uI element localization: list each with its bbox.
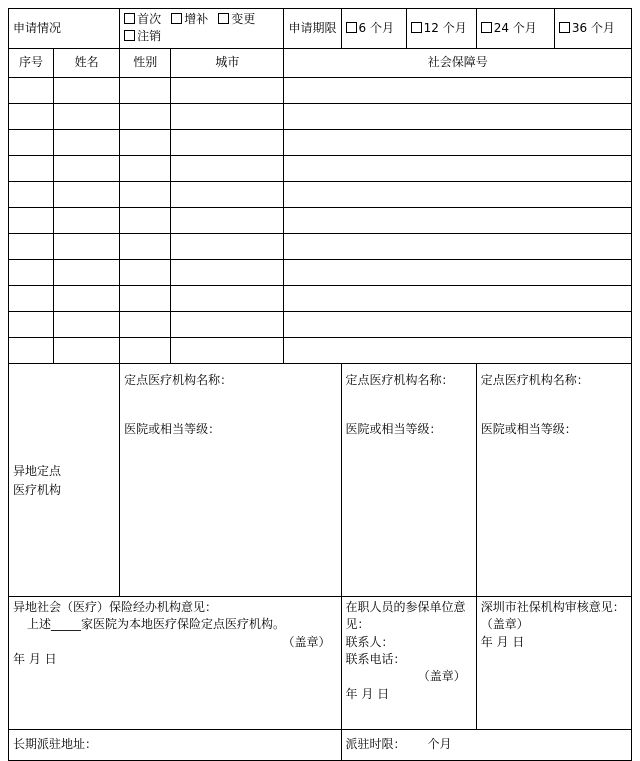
option-label: 首次 [137,12,162,26]
period-option-12[interactable] [406,9,476,49]
apply-status-options [120,9,284,49]
designated-clinics-row [9,363,632,596]
clinic-level-label: 医院或相当等级： [345,422,442,437]
table-column-headers [9,48,632,77]
cell-gender[interactable] [120,337,171,363]
cell-city[interactable] [171,129,284,155]
checkbox-icon[interactable] [559,22,570,33]
cell-name[interactable] [54,285,120,311]
checkbox-icon[interactable] [124,30,135,41]
table-row[interactable] [9,77,632,103]
cell-name[interactable] [54,207,120,233]
cell-index[interactable] [9,207,54,233]
header-row [9,9,632,49]
checkbox-option-cancel[interactable] [124,28,161,45]
cell-ssn[interactable] [284,181,632,207]
designated-clinics-label [9,363,120,596]
cell-city[interactable] [171,259,284,285]
cell-name[interactable] [54,129,120,155]
opinion-title: 在职人员的参保单位意见： [345,599,466,632]
option-label: 注销 [137,29,162,44]
cell-city[interactable] [171,311,284,337]
checkbox-icon[interactable] [411,22,422,33]
cell-index[interactable] [9,259,54,285]
date-field[interactable]: 年 月 日 [480,634,525,649]
table-row[interactable] [9,103,632,129]
cell-ssn[interactable] [284,311,632,337]
cell-gender[interactable] [120,259,171,285]
opinion-cell-remote-insurance[interactable] [9,596,342,729]
clinic-name-label: 定点医疗机构名称： [124,372,233,387]
cell-ssn[interactable] [284,259,632,285]
checkbox-icon[interactable] [218,13,229,24]
table-row[interactable] [9,337,632,363]
opinion-title: 深圳市社保机构审核意见： [480,599,625,614]
form-page [0,8,640,752]
column-header-social-security-number: 社会保障号 [284,48,632,77]
clinic-cell-3[interactable] [476,363,631,596]
cell-city[interactable] [171,233,284,259]
cell-city[interactable] [171,155,284,181]
seal-label: （盖章） [417,669,466,684]
cell-city[interactable] [171,77,284,103]
cell-gender[interactable] [120,207,171,233]
period-option-24[interactable] [476,9,554,49]
footer-row [9,729,632,760]
cell-ssn[interactable] [284,103,632,129]
table-row[interactable] [9,155,632,181]
cell-index[interactable] [9,103,54,129]
table-row[interactable] [9,181,632,207]
checkbox-option-supplement[interactable] [171,11,208,28]
cell-ssn[interactable] [284,337,632,363]
cell-index[interactable] [9,337,54,363]
cell-ssn[interactable] [284,155,632,181]
checkbox-icon[interactable] [346,22,357,33]
table-row[interactable] [9,207,632,233]
cell-city[interactable] [171,103,284,129]
cell-city[interactable] [171,337,284,363]
column-header-city: 城市 [171,48,284,77]
label-line-1: 异地定点 [13,463,62,478]
cell-city[interactable] [171,285,284,311]
option-label: 增补 [184,12,209,26]
cell-name[interactable] [54,259,120,285]
cell-name[interactable] [54,155,120,181]
dispatch-duration-label: 派驻时限： [345,737,406,752]
seal-label: （盖章） [282,634,331,649]
table-row[interactable] [9,311,632,337]
cell-city[interactable] [171,207,284,233]
cell-index[interactable] [9,155,54,181]
clinic-level-label: 医院或相当等级： [124,422,221,437]
cell-ssn[interactable] [284,77,632,103]
table-row[interactable] [9,129,632,155]
label-line-2: 医疗机构 [13,482,62,497]
column-header-gender: 性别 [120,48,171,77]
cell-gender[interactable] [120,77,171,103]
option-label: 变更 [231,12,256,26]
table-row[interactable] [9,259,632,285]
cell-name[interactable] [54,233,120,259]
cell-index[interactable] [9,233,54,259]
cell-name[interactable] [54,103,120,129]
cell-index[interactable] [9,77,54,103]
opinion-cell-shenzhen-review[interactable] [476,596,631,729]
cell-gender[interactable] [120,285,171,311]
cell-ssn[interactable] [284,233,632,259]
clinic-name-label: 定点医疗机构名称： [345,372,454,387]
checkbox-icon[interactable] [481,22,492,33]
opinion-cell-employer[interactable] [341,596,476,729]
apply-status-label: 申请情况 [9,9,120,49]
clinic-name-label: 定点医疗机构名称： [480,372,589,387]
cell-name[interactable] [54,77,120,103]
contact-person-label[interactable]: 联系人： [345,634,394,649]
clinic-cell-1[interactable] [120,363,341,596]
cell-index[interactable] [9,181,54,207]
cell-city[interactable] [171,181,284,207]
date-field[interactable]: 年 月 日 [13,651,57,666]
period-option-6[interactable] [341,9,406,49]
cell-gender[interactable] [120,233,171,259]
dispatch-duration-unit: 个月 [427,737,452,752]
table-row[interactable] [9,285,632,311]
cell-name[interactable] [54,337,120,363]
seal-label: （盖章） [480,617,529,632]
opinion-title: 异地社会（医疗）保险经办机构意见： [13,599,218,614]
checkbox-icon[interactable] [171,13,182,24]
option-label: 12 个月 [423,20,467,35]
option-label: 6 个月 [358,20,394,35]
date-field[interactable]: 年 月 日 [345,686,390,701]
cell-index[interactable] [9,285,54,311]
checkbox-option-first[interactable] [124,11,161,28]
application-form-table [8,8,632,761]
column-header-index: 序号 [9,48,54,77]
cell-ssn[interactable] [284,285,632,311]
table-row[interactable] [9,233,632,259]
clinic-level-label: 医院或相当等级： [480,422,577,437]
option-label: 24 个月 [493,20,537,35]
long-term-address-label[interactable]: 长期派驻地址： [9,729,342,760]
contact-phone-label[interactable]: 联系电话： [345,651,406,666]
checkbox-option-change[interactable] [218,11,255,28]
checkbox-icon[interactable] [124,13,135,24]
option-label: 36 个月 [571,20,615,35]
cell-gender[interactable] [120,181,171,207]
cell-ssn[interactable] [284,129,632,155]
clinic-cell-2[interactable] [341,363,476,596]
cell-name[interactable] [54,311,120,337]
cell-ssn[interactable] [284,207,632,233]
cell-gender[interactable] [120,103,171,129]
opinions-row [9,596,632,729]
period-option-36[interactable] [554,9,631,49]
opinion-body: 上述_____家医院为本地医疗保险定点医疗机构。 [27,617,286,632]
cell-gender[interactable] [120,129,171,155]
cell-index[interactable] [9,129,54,155]
cell-gender[interactable] [120,155,171,181]
dispatch-duration-cell[interactable] [341,729,631,760]
column-header-name: 姓名 [54,48,120,77]
cell-gender[interactable] [120,311,171,337]
cell-index[interactable] [9,311,54,337]
cell-name[interactable] [54,181,120,207]
apply-period-label: 申请期限 [284,9,341,49]
